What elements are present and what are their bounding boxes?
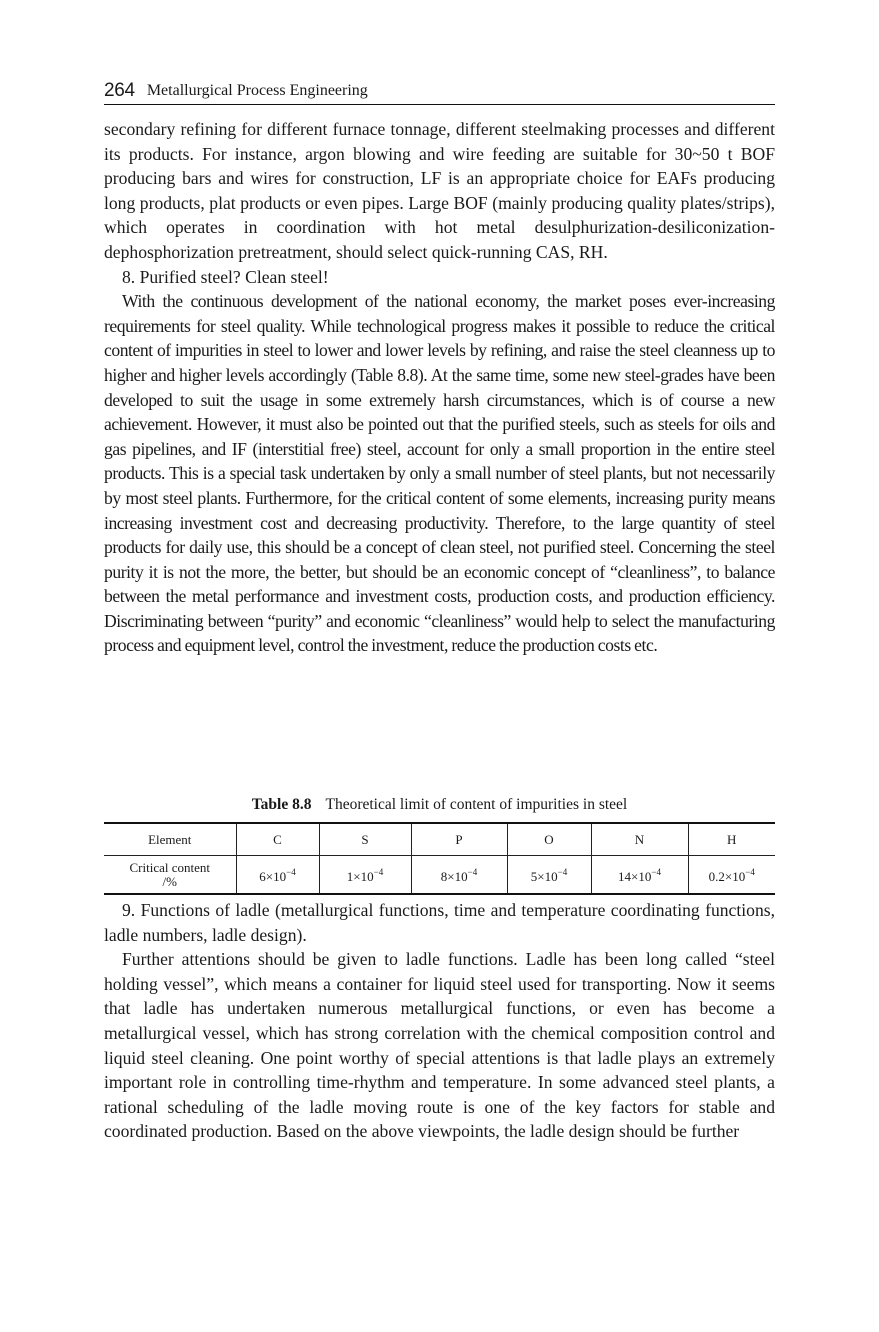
section-heading-9: 9. Functions of ladle (metallurgical functions, time and temperature coordinating functions, ladle numbers, ladle design). [104, 900, 775, 945]
table-header-row [104, 823, 775, 856]
table-header-cell: P [411, 823, 507, 856]
table-caption-text: Theoretical limit of content of impurities in steel [325, 796, 628, 813]
table-cell: $8\times 10^{-4}$ [411, 856, 507, 895]
paragraph: Further attentions should be given to ladle functions. Ladle has been long called “steel holding vessel”, which means a container for liquid steel used for transporting. Now it seems that ladle has undertaken numerous metallurgical functions, or even has become a metallurgical vessel, which has strong correlation with the chemical composition control and liquid steel cleaning. One point worthy of special attentions is that ladle plays an extremely important role in controlling time-rhythm and temperature. In some advanced steel plants, a rational scheduling of the ladle moving route is one of the key factors for stable and coordinated production. Based on the above viewpoints, the ladle design should be further [104, 949, 775, 1142]
table-cell: $1\times 10^{-4}$ [319, 856, 411, 895]
paragraph: With the continuous development of the national economy, the market poses ever-increasing requirements for steel quality. While technological progress makes it possible to reduce the critical content of impurities in steel to lower and lower levels by refining, and raise the steel cleanness up to higher and higher levels accordingly (Table 8.8). At the same time, some new steel-grades have been developed to suit the usage in some extremely harsh circumstances, which is of course a new achievement. However, it must also be pointed out that the purified steels, such as steels for oils and gas pipelines, and IF (interstitial free) steel, account for only a small proportion in the entire steel products. This is a special task undertaken by only a small number of steel plants, but not necessarily by most steel plants. Furthermore, for the critical content of some elements, increasing purity means increasing investment cost and decreasing productivity. Therefore, to the large quantity of steel products for daily use, this should be a concept of clean steel, not purified steel. Concerning the steel purity it is not the more, the better, but should be an economic concept of “cleanliness”, to balance between the metal performance and investment costs, production costs, and production efficiency. Discriminating between “purity” and economic “cleanliness” would help to select the manufacturing process and equipment level, control the investment, reduce the production costs etc. [104, 291, 775, 656]
table-label: Table 8.8 [251, 796, 312, 813]
paragraph: secondary refining for different furnace tonnage, different steelmaking processes and different its products. For instance, argon blowing and wire feeding are suitable for 30~50 t BOF producing bars and wires for construction, LF is an appropriate choice for EAFs producing long products, plat products or even pipes. Large BOF (mainly producing quality plates/strips), which operates in coordination with hot metal desulphurization-desiliconization-dephosphorization pretreatment, should select quick-running CAS, RH. [104, 119, 775, 262]
table-header-cell: S [319, 823, 411, 856]
table-header-cell: C [236, 823, 319, 856]
table-cell: $6\times 10^{-4}$ [236, 856, 319, 895]
table-cell: $14\times 10^{-4}$ [591, 856, 688, 895]
page-number: 264 [104, 80, 135, 101]
table-header-cell: O [507, 823, 591, 856]
table-row [104, 856, 775, 895]
table-row-header: Critical content /% [104, 856, 236, 895]
text-block-before-table [104, 117, 775, 658]
table-cell: $5\times 10^{-4}$ [507, 856, 591, 895]
table-row-header: Element [104, 823, 236, 856]
table-header-cell: N [591, 823, 688, 856]
impurity-limits-table [104, 822, 775, 895]
running-header [104, 78, 775, 105]
table-header-cell: H [688, 823, 775, 856]
running-title: Metallurgical Process Engineering [146, 82, 368, 99]
text-block-after-table [104, 898, 775, 1144]
table-caption [104, 795, 775, 815]
table-cell: $0.2\times 10^{-4}$ [688, 856, 775, 895]
section-heading-8: 8. Purified steel? Clean steel! [122, 266, 329, 287]
